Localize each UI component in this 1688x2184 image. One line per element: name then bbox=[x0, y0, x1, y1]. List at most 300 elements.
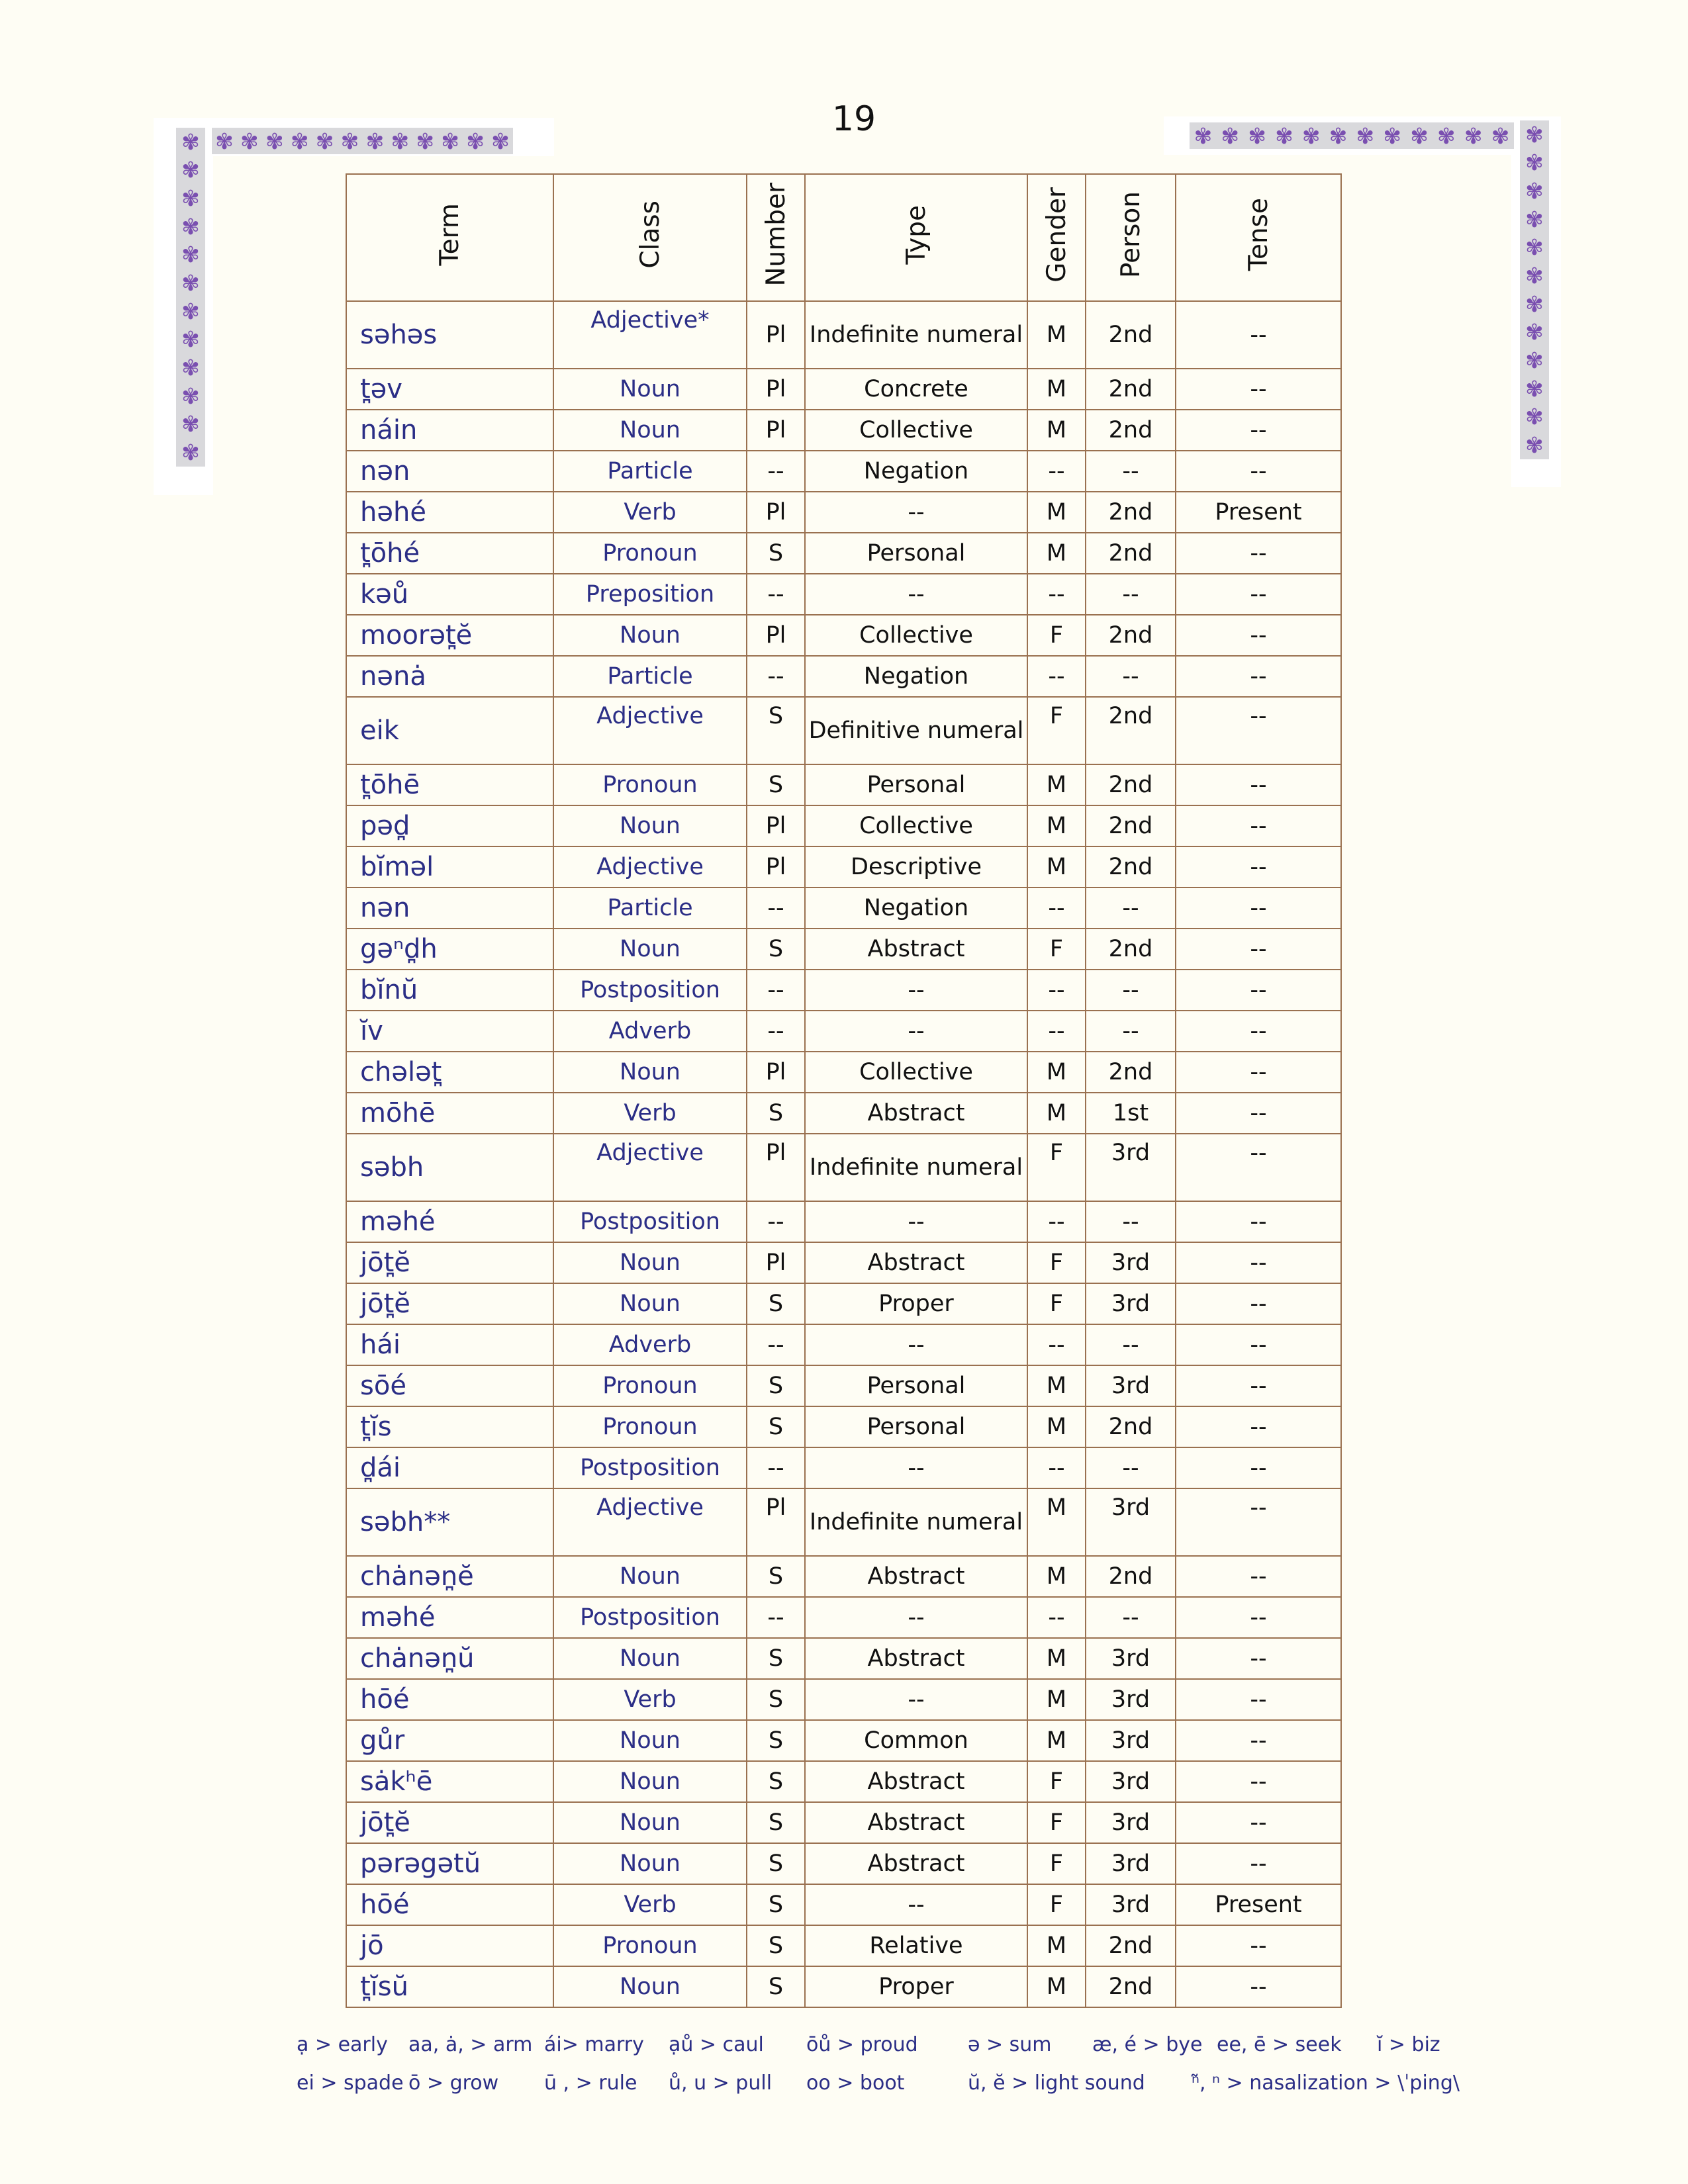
class-cell: Noun bbox=[553, 1843, 747, 1884]
class-cell: Noun bbox=[553, 1761, 747, 1802]
page-number: 19 bbox=[831, 99, 876, 139]
term-cell: eik bbox=[346, 697, 553, 764]
tense-cell: -- bbox=[1176, 1093, 1341, 1134]
person-cell: 2nd bbox=[1086, 1925, 1176, 1966]
number-cell: Pl bbox=[747, 805, 805, 846]
term-cell: t̪ōhé bbox=[346, 533, 553, 574]
legend-item: ĭ > biz bbox=[1377, 2033, 1440, 2056]
tense-cell: -- bbox=[1176, 1052, 1341, 1093]
person-cell: -- bbox=[1086, 970, 1176, 1011]
term-cell: nən bbox=[346, 887, 553, 929]
person-cell: 3rd bbox=[1086, 1679, 1176, 1720]
table-row bbox=[346, 1884, 1341, 1925]
tense-cell: -- bbox=[1176, 410, 1341, 451]
flower-icon: ✾ bbox=[1525, 404, 1544, 430]
class-cell: Verb bbox=[553, 492, 747, 533]
person-cell: -- bbox=[1086, 1324, 1176, 1365]
gender-cell: F bbox=[1027, 1843, 1086, 1884]
person-cell: -- bbox=[1086, 1011, 1176, 1052]
number-cell: S bbox=[747, 1720, 805, 1761]
flower-icon: ✾ bbox=[365, 128, 385, 154]
tense-cell: -- bbox=[1176, 1679, 1341, 1720]
tense-cell: -- bbox=[1176, 1925, 1341, 1966]
class-cell: Adjective bbox=[553, 1488, 747, 1556]
gender-cell: M bbox=[1027, 410, 1086, 451]
gender-cell: M bbox=[1027, 1052, 1086, 1093]
term-cell: hōé bbox=[346, 1884, 553, 1925]
type-cell: Personal bbox=[805, 1406, 1027, 1447]
class-cell: Noun bbox=[553, 410, 747, 451]
number-cell: Pl bbox=[747, 1052, 805, 1093]
number-cell: Pl bbox=[747, 846, 805, 887]
term-cell: səhəs bbox=[346, 301, 553, 369]
table-row bbox=[346, 1365, 1341, 1406]
table-row bbox=[346, 1720, 1341, 1761]
flower-icon: ✾ bbox=[181, 383, 200, 409]
legend-item: aa, ȧ, > arm bbox=[408, 2033, 533, 2056]
type-cell: Abstract bbox=[805, 1242, 1027, 1283]
gender-cell: M bbox=[1027, 805, 1086, 846]
number-cell: Pl bbox=[747, 615, 805, 656]
type-cell: -- bbox=[805, 970, 1027, 1011]
tense-cell: -- bbox=[1176, 369, 1341, 410]
tense-cell: -- bbox=[1176, 574, 1341, 615]
class-cell: Noun bbox=[553, 1638, 747, 1679]
class-cell: Preposition bbox=[553, 574, 747, 615]
table-row bbox=[346, 574, 1341, 615]
tense-cell: -- bbox=[1176, 615, 1341, 656]
table-row bbox=[346, 1638, 1341, 1679]
number-cell: S bbox=[747, 1925, 805, 1966]
person-cell: 3rd bbox=[1086, 1365, 1176, 1406]
tense-cell: -- bbox=[1176, 1134, 1341, 1201]
term-cell: bĭməl bbox=[346, 846, 553, 887]
tense-cell: -- bbox=[1176, 533, 1341, 574]
flower-icon: ✾ bbox=[181, 213, 200, 240]
tense-cell: -- bbox=[1176, 1406, 1341, 1447]
class-cell: Noun bbox=[553, 1966, 747, 2007]
term-cell: t̪ĭs bbox=[346, 1406, 553, 1447]
flower-icon: ✾ bbox=[181, 298, 200, 324]
flower-icon: ✾ bbox=[1301, 122, 1321, 149]
number-cell: Pl bbox=[747, 1134, 805, 1201]
tense-cell: -- bbox=[1176, 301, 1341, 369]
person-cell: 2nd bbox=[1086, 1966, 1176, 2007]
tense-cell: -- bbox=[1176, 764, 1341, 805]
person-cell: 3rd bbox=[1086, 1802, 1176, 1843]
class-cell: Pronoun bbox=[553, 764, 747, 805]
flower-icon: ✾ bbox=[181, 185, 200, 212]
column-header: Person bbox=[1115, 191, 1146, 279]
number-cell: Pl bbox=[747, 369, 805, 410]
gender-cell: M bbox=[1027, 764, 1086, 805]
gender-cell: -- bbox=[1027, 970, 1086, 1011]
type-cell: -- bbox=[805, 1201, 1027, 1242]
flower-icon: ✾ bbox=[240, 128, 259, 154]
type-cell: -- bbox=[805, 492, 1027, 533]
term-cell: jōt̪ĕ bbox=[346, 1802, 553, 1843]
type-cell: Relative bbox=[805, 1925, 1027, 1966]
table-row bbox=[346, 1242, 1341, 1283]
flower-icon: ✾ bbox=[1525, 375, 1544, 402]
tense-cell: -- bbox=[1176, 1283, 1341, 1324]
tense-cell: -- bbox=[1176, 697, 1341, 764]
table-row bbox=[346, 697, 1341, 764]
tense-cell: -- bbox=[1176, 1365, 1341, 1406]
term-cell: jōt̪ĕ bbox=[346, 1242, 553, 1283]
class-cell: Noun bbox=[553, 805, 747, 846]
term-cell: səbh bbox=[346, 1134, 553, 1201]
gender-cell: F bbox=[1027, 1761, 1086, 1802]
person-cell: 2nd bbox=[1086, 615, 1176, 656]
flower-icon: ✾ bbox=[1491, 122, 1510, 149]
class-cell: Pronoun bbox=[553, 1925, 747, 1966]
gender-cell: -- bbox=[1027, 1201, 1086, 1242]
type-cell: Personal bbox=[805, 533, 1027, 574]
tense-cell: Present bbox=[1176, 492, 1341, 533]
gender-cell: M bbox=[1027, 1679, 1086, 1720]
number-cell: S bbox=[747, 1679, 805, 1720]
flower-icon: ✾ bbox=[1329, 122, 1348, 149]
type-cell: -- bbox=[805, 1597, 1027, 1638]
tense-cell: -- bbox=[1176, 887, 1341, 929]
gender-cell: M bbox=[1027, 1488, 1086, 1556]
type-cell: Common bbox=[805, 1720, 1027, 1761]
number-cell: S bbox=[747, 1365, 805, 1406]
table-row bbox=[346, 929, 1341, 970]
flower-icon: ✾ bbox=[1194, 122, 1213, 149]
tense-cell: -- bbox=[1176, 929, 1341, 970]
table-row bbox=[346, 1761, 1341, 1802]
gender-cell: M bbox=[1027, 301, 1086, 369]
flower-icon: ✾ bbox=[1525, 234, 1544, 261]
person-cell: 2nd bbox=[1086, 764, 1176, 805]
type-cell: Personal bbox=[805, 1365, 1027, 1406]
legend-item: ei > spade bbox=[297, 2071, 404, 2095]
gender-cell: M bbox=[1027, 533, 1086, 574]
legend-item: ạů > caul bbox=[669, 2033, 764, 2056]
class-cell: Verb bbox=[553, 1679, 747, 1720]
column-header: Term bbox=[435, 203, 465, 266]
number-cell: S bbox=[747, 929, 805, 970]
table-row bbox=[346, 1406, 1341, 1447]
type-cell: Negation bbox=[805, 656, 1027, 697]
header-cell-tense bbox=[1176, 174, 1341, 301]
table-header bbox=[346, 174, 1341, 301]
flower-icon: ✾ bbox=[441, 128, 459, 154]
table-row bbox=[346, 1447, 1341, 1488]
number-cell: S bbox=[747, 1802, 805, 1843]
legend-item: oo > boot bbox=[806, 2071, 905, 2095]
term-cell: chələt̪ bbox=[346, 1052, 553, 1093]
number-cell: S bbox=[747, 1761, 805, 1802]
class-cell: Pronoun bbox=[553, 1406, 747, 1447]
flower-icon: ✾ bbox=[181, 270, 200, 296]
flower-icon: ✾ bbox=[1525, 150, 1544, 176]
type-cell: Abstract bbox=[805, 1093, 1027, 1134]
table-row bbox=[346, 1802, 1341, 1843]
gender-cell: F bbox=[1027, 615, 1086, 656]
tense-cell: -- bbox=[1176, 1447, 1341, 1488]
flower-icon: ✾ bbox=[1525, 432, 1544, 459]
person-cell: 2nd bbox=[1086, 929, 1176, 970]
person-cell: 2nd bbox=[1086, 410, 1176, 451]
gender-cell: M bbox=[1027, 1966, 1086, 2007]
class-cell: Particle bbox=[553, 656, 747, 697]
right-ornament-column bbox=[1520, 120, 1549, 459]
tense-cell: -- bbox=[1176, 1011, 1341, 1052]
type-cell: Abstract bbox=[805, 929, 1027, 970]
number-cell: -- bbox=[747, 451, 805, 492]
term-cell: ĭv bbox=[346, 1011, 553, 1052]
number-cell: S bbox=[747, 764, 805, 805]
flower-icon: ✾ bbox=[290, 128, 309, 154]
class-cell: Particle bbox=[553, 451, 747, 492]
type-cell: Abstract bbox=[805, 1843, 1027, 1884]
type-cell: Negation bbox=[805, 887, 1027, 929]
number-cell: S bbox=[747, 1283, 805, 1324]
term-cell: kəů bbox=[346, 574, 553, 615]
type-cell: Negation bbox=[805, 451, 1027, 492]
gender-cell: M bbox=[1027, 369, 1086, 410]
number-cell: S bbox=[747, 533, 805, 574]
tense-cell: -- bbox=[1176, 1201, 1341, 1242]
legend-item: ee, ē > seek bbox=[1217, 2033, 1342, 2056]
table-body bbox=[346, 301, 1341, 2007]
table-row bbox=[346, 656, 1341, 697]
tense-cell: -- bbox=[1176, 805, 1341, 846]
flower-icon: ✾ bbox=[416, 128, 435, 154]
type-cell: -- bbox=[805, 1884, 1027, 1925]
header-cell-gender bbox=[1027, 174, 1086, 301]
tense-cell: -- bbox=[1176, 1966, 1341, 2007]
person-cell: 2nd bbox=[1086, 1556, 1176, 1597]
flower-icon: ✾ bbox=[1383, 122, 1402, 149]
flower-icon: ✾ bbox=[1356, 122, 1375, 149]
tense-cell: Present bbox=[1176, 1884, 1341, 1925]
tense-cell: -- bbox=[1176, 1324, 1341, 1365]
number-cell: S bbox=[747, 1966, 805, 2007]
term-cell: nənȧ bbox=[346, 656, 553, 697]
tense-cell: -- bbox=[1176, 1556, 1341, 1597]
person-cell: -- bbox=[1086, 451, 1176, 492]
person-cell: -- bbox=[1086, 656, 1176, 697]
flower-icon: ✾ bbox=[340, 128, 359, 154]
type-cell: Proper bbox=[805, 1283, 1027, 1324]
left-ornament-row bbox=[212, 128, 513, 154]
number-cell: -- bbox=[747, 1597, 805, 1638]
flower-icon: ✾ bbox=[181, 157, 200, 183]
type-cell: Abstract bbox=[805, 1638, 1027, 1679]
person-cell: 2nd bbox=[1086, 697, 1176, 764]
person-cell: 2nd bbox=[1086, 1052, 1176, 1093]
term-cell: t̪əv bbox=[346, 369, 553, 410]
table-row bbox=[346, 615, 1341, 656]
table-row bbox=[346, 1556, 1341, 1597]
class-cell: Noun bbox=[553, 1556, 747, 1597]
term-cell: jōt̪ĕ bbox=[346, 1283, 553, 1324]
table-row bbox=[346, 1324, 1341, 1365]
table-row bbox=[346, 451, 1341, 492]
person-cell: 2nd bbox=[1086, 301, 1176, 369]
gender-cell: F bbox=[1027, 697, 1086, 764]
gender-cell: F bbox=[1027, 929, 1086, 970]
person-cell: 3rd bbox=[1086, 1884, 1176, 1925]
table-row bbox=[346, 764, 1341, 805]
class-cell: Noun bbox=[553, 929, 747, 970]
table-row bbox=[346, 1134, 1341, 1201]
flower-icon: ✾ bbox=[1525, 263, 1544, 289]
term-cell: moorət̪ĕ bbox=[346, 615, 553, 656]
gender-cell: M bbox=[1027, 1556, 1086, 1597]
number-cell: S bbox=[747, 1884, 805, 1925]
flower-icon: ✾ bbox=[1221, 122, 1240, 149]
term-cell: məhé bbox=[346, 1597, 553, 1638]
term-cell: chȧnən̪ĕ bbox=[346, 1556, 553, 1597]
class-cell: Verb bbox=[553, 1884, 747, 1925]
legend-item: æ, é > bye bbox=[1092, 2033, 1203, 2056]
flower-icon: ✾ bbox=[1525, 206, 1544, 232]
number-cell: -- bbox=[747, 656, 805, 697]
tense-cell: -- bbox=[1176, 656, 1341, 697]
number-cell: S bbox=[747, 697, 805, 764]
number-cell: Pl bbox=[747, 1488, 805, 1556]
tense-cell: -- bbox=[1176, 1488, 1341, 1556]
term-cell: mōhē bbox=[346, 1093, 553, 1134]
term-cell: pərəgətŭ bbox=[346, 1843, 553, 1884]
class-cell: Adverb bbox=[553, 1011, 747, 1052]
person-cell: -- bbox=[1086, 574, 1176, 615]
lexicon-table bbox=[346, 173, 1342, 2008]
table-row bbox=[346, 887, 1341, 929]
table-row bbox=[346, 533, 1341, 574]
gender-cell: -- bbox=[1027, 574, 1086, 615]
number-cell: -- bbox=[747, 1447, 805, 1488]
term-cell: gəⁿd̪h bbox=[346, 929, 553, 970]
person-cell: 3rd bbox=[1086, 1488, 1176, 1556]
type-cell: Collective bbox=[805, 1052, 1027, 1093]
table-row bbox=[346, 1011, 1341, 1052]
person-cell: -- bbox=[1086, 887, 1176, 929]
class-cell: Particle bbox=[553, 887, 747, 929]
gender-cell: -- bbox=[1027, 1597, 1086, 1638]
gender-cell: F bbox=[1027, 1884, 1086, 1925]
number-cell: S bbox=[747, 1093, 805, 1134]
term-cell: hōé bbox=[346, 1679, 553, 1720]
column-header: Gender bbox=[1041, 187, 1072, 283]
number-cell: -- bbox=[747, 1011, 805, 1052]
class-cell: Adverb bbox=[553, 1324, 747, 1365]
flower-icon: ✾ bbox=[315, 128, 334, 154]
flower-icon: ✾ bbox=[181, 355, 200, 381]
type-cell: Abstract bbox=[805, 1761, 1027, 1802]
class-cell: Noun bbox=[553, 1720, 747, 1761]
table-row bbox=[346, 1052, 1341, 1093]
person-cell: 3rd bbox=[1086, 1843, 1176, 1884]
tense-cell: -- bbox=[1176, 970, 1341, 1011]
term-cell: həhé bbox=[346, 492, 553, 533]
gender-cell: -- bbox=[1027, 656, 1086, 697]
person-cell: 3rd bbox=[1086, 1720, 1176, 1761]
number-cell: -- bbox=[747, 970, 805, 1011]
person-cell: 3rd bbox=[1086, 1242, 1176, 1283]
number-cell: Pl bbox=[747, 410, 805, 451]
header-cell-type bbox=[805, 174, 1027, 301]
class-cell: Postposition bbox=[553, 1597, 747, 1638]
gender-cell: -- bbox=[1027, 451, 1086, 492]
header-cell-class bbox=[553, 174, 747, 301]
type-cell: Proper bbox=[805, 1966, 1027, 2007]
table-row bbox=[346, 1925, 1341, 1966]
left-ornament-column bbox=[176, 128, 205, 467]
person-cell: 2nd bbox=[1086, 492, 1176, 533]
person-cell: -- bbox=[1086, 1201, 1176, 1242]
flower-icon: ✾ bbox=[1525, 291, 1544, 317]
tense-cell: -- bbox=[1176, 1802, 1341, 1843]
tense-cell: -- bbox=[1176, 1597, 1341, 1638]
person-cell: 3rd bbox=[1086, 1638, 1176, 1679]
gender-cell: -- bbox=[1027, 1011, 1086, 1052]
header-cell-number bbox=[747, 174, 805, 301]
flower-icon: ✾ bbox=[181, 411, 200, 437]
gender-cell: M bbox=[1027, 1093, 1086, 1134]
flower-icon: ✾ bbox=[466, 128, 485, 154]
legend-item: ōů > proud bbox=[806, 2033, 918, 2056]
term-cell: bĭnŭ bbox=[346, 970, 553, 1011]
number-cell: S bbox=[747, 1556, 805, 1597]
person-cell: 2nd bbox=[1086, 533, 1176, 574]
type-cell: Collective bbox=[805, 805, 1027, 846]
number-cell: S bbox=[747, 1843, 805, 1884]
term-cell: sōé bbox=[346, 1365, 553, 1406]
number-cell: S bbox=[747, 1638, 805, 1679]
type-cell: -- bbox=[805, 1447, 1027, 1488]
gender-cell: F bbox=[1027, 1802, 1086, 1843]
term-cell: gůr bbox=[346, 1720, 553, 1761]
flower-icon: ✾ bbox=[1525, 121, 1544, 148]
class-cell: Adjective bbox=[553, 846, 747, 887]
term-cell: t̪ōhē bbox=[346, 764, 553, 805]
person-cell: -- bbox=[1086, 1597, 1176, 1638]
legend-item: ū , > rule bbox=[544, 2071, 637, 2095]
flower-icon: ✾ bbox=[1275, 122, 1293, 149]
table-row bbox=[346, 1488, 1341, 1556]
person-cell: 1st bbox=[1086, 1093, 1176, 1134]
gender-cell: -- bbox=[1027, 1324, 1086, 1365]
class-cell: Noun bbox=[553, 1052, 747, 1093]
tense-cell: -- bbox=[1176, 1242, 1341, 1283]
person-cell: 2nd bbox=[1086, 369, 1176, 410]
legend-item: ái> marry bbox=[544, 2033, 644, 2056]
class-cell: Pronoun bbox=[553, 1365, 747, 1406]
legend-item: ⁿ̃, ⁿ > nasalization > \ˈping\ bbox=[1192, 2071, 1460, 2095]
table-row bbox=[346, 1201, 1341, 1242]
number-cell: -- bbox=[747, 887, 805, 929]
flower-icon: ✾ bbox=[265, 128, 284, 154]
header-cell-term bbox=[346, 174, 553, 301]
flower-icon: ✾ bbox=[181, 439, 200, 466]
term-cell: jō bbox=[346, 1925, 553, 1966]
class-cell: Pronoun bbox=[553, 533, 747, 574]
class-cell: Noun bbox=[553, 615, 747, 656]
class-cell: Noun bbox=[553, 1283, 747, 1324]
number-cell: -- bbox=[747, 1324, 805, 1365]
class-cell: Noun bbox=[553, 369, 747, 410]
header-row bbox=[346, 174, 1341, 301]
term-cell: hái bbox=[346, 1324, 553, 1365]
person-cell: 3rd bbox=[1086, 1283, 1176, 1324]
table-row bbox=[346, 1283, 1341, 1324]
